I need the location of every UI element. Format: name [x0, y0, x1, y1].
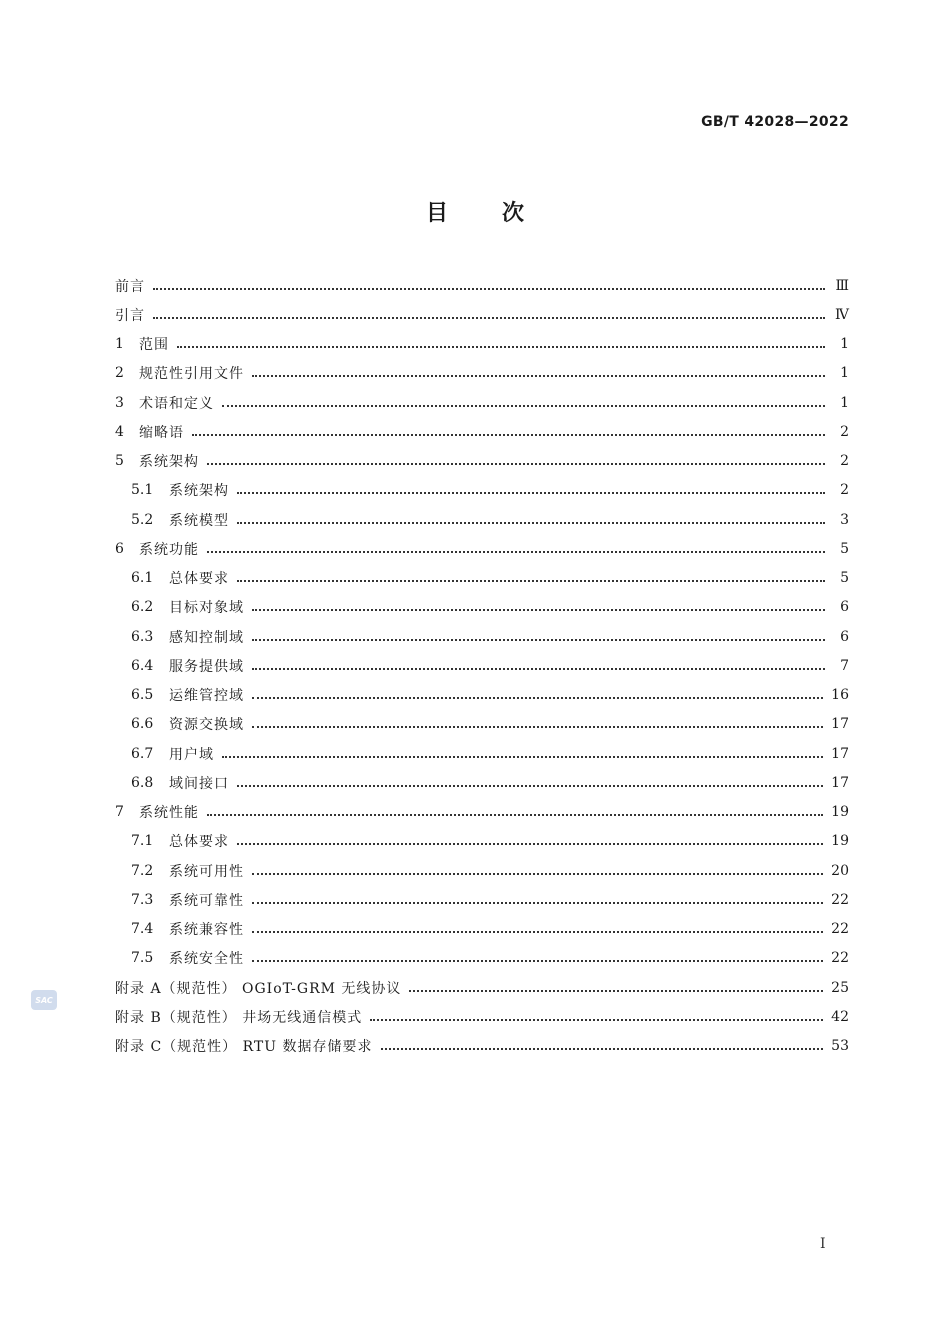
toc-dot-leader — [222, 391, 825, 407]
toc-entry-page: 53 — [831, 1038, 849, 1055]
toc-entry-page: 7 — [840, 657, 849, 674]
toc-entry[interactable] — [115, 359, 849, 388]
toc-entry-page: 6 — [840, 628, 849, 645]
toc-entry-page: 17 — [831, 745, 849, 762]
toc-entry-page: 22 — [831, 950, 849, 967]
toc-entry-page: 5 — [840, 570, 849, 587]
toc-entry-page: 42 — [831, 1008, 849, 1025]
toc-dot-leader — [252, 888, 823, 904]
toc-entry-label: 总体要求 — [169, 571, 229, 588]
toc-dot-leader — [409, 976, 823, 992]
toc-entry[interactable] — [115, 300, 849, 329]
toc-entry-number: 7.1 — [131, 833, 154, 850]
toc-dot-leader — [237, 478, 825, 494]
toc-dot-leader — [252, 917, 823, 933]
toc-entry[interactable] — [115, 534, 849, 563]
toc-entry-number: 7.5 — [131, 950, 154, 967]
toc-dot-leader — [381, 1034, 824, 1050]
toc-entry-number: 6.4 — [131, 657, 154, 674]
toc-entry-label: 系统兼容性 — [169, 922, 244, 939]
toc-entry[interactable] — [115, 827, 849, 856]
toc-entry-number: 1 — [115, 336, 124, 353]
toc-entry-number: 6.5 — [131, 687, 154, 704]
toc-dot-leader — [252, 859, 823, 875]
toc-dot-leader — [252, 712, 823, 728]
toc-dot-leader — [192, 420, 825, 436]
toc-entry-page: 19 — [831, 833, 849, 850]
toc-entry-label: 系统可用性 — [169, 863, 244, 880]
toc-entry[interactable] — [115, 798, 849, 827]
table-of-contents — [115, 271, 849, 1061]
toc-entry-label: 附录 C（规范性） RTU 数据存储要求 — [115, 1039, 373, 1056]
toc-entry-page: Ⅲ — [835, 277, 849, 294]
toc-entry[interactable] — [115, 505, 849, 534]
toc-entry[interactable] — [115, 973, 849, 1002]
toc-entry-label: 用户域 — [169, 746, 214, 763]
toc-entry-page: 17 — [831, 774, 849, 791]
page-number: I — [820, 1236, 826, 1252]
toc-entry-number: 2 — [115, 365, 124, 382]
toc-entry-number: 4 — [115, 423, 124, 440]
toc-entry[interactable] — [115, 651, 849, 680]
toc-entry[interactable] — [115, 1002, 849, 1031]
toc-entry-number: 6.8 — [131, 774, 154, 791]
toc-entry[interactable] — [115, 564, 849, 593]
toc-entry-label: 系统安全性 — [169, 951, 244, 968]
toc-entry-page: 25 — [831, 979, 849, 996]
toc-entry[interactable] — [115, 388, 849, 417]
toc-dot-leader — [237, 771, 823, 787]
toc-entry-number: 6.2 — [131, 599, 154, 616]
toc-entry-label: 系统功能 — [139, 541, 199, 558]
toc-dot-leader — [252, 683, 823, 699]
toc-dot-leader — [252, 595, 825, 611]
toc-entry[interactable] — [115, 271, 849, 300]
toc-entry-label: 缩略语 — [139, 424, 184, 441]
toc-entry-page: 3 — [840, 511, 849, 528]
toc-entry[interactable] — [115, 417, 849, 446]
toc-dot-leader — [252, 625, 825, 641]
toc-entry-page: 17 — [831, 716, 849, 733]
toc-entry[interactable] — [115, 710, 849, 739]
toc-dot-leader — [252, 946, 823, 962]
toc-dot-leader — [207, 537, 825, 553]
toc-entry-page: 22 — [831, 891, 849, 908]
toc-dot-leader — [237, 508, 825, 524]
toc-entry-number: 6.3 — [131, 628, 154, 645]
toc-entry-label: 系统架构 — [139, 454, 199, 471]
toc-entry-label: 范围 — [139, 337, 169, 354]
toc-entry-page: 2 — [840, 453, 849, 470]
toc-entry-page: 1 — [840, 365, 849, 382]
toc-dot-leader — [370, 1005, 823, 1021]
toc-entry-label: 运维管控域 — [169, 688, 244, 705]
toc-entry-page: 2 — [840, 482, 849, 499]
toc-entry-label: 资源交换域 — [169, 717, 244, 734]
page-title: 目次 — [425, 201, 578, 226]
toc-entry-number: 7 — [115, 804, 124, 821]
toc-entry[interactable] — [115, 915, 849, 944]
toc-dot-leader — [153, 274, 825, 290]
toc-entry-label: 域间接口 — [169, 775, 229, 792]
toc-entry-page: 2 — [840, 423, 849, 440]
toc-entry[interactable] — [115, 885, 849, 914]
toc-entry-label: 系统模型 — [169, 512, 229, 529]
toc-entry-number: 5.2 — [131, 511, 154, 528]
toc-dot-leader — [222, 742, 823, 758]
toc-entry-page: 22 — [831, 921, 849, 938]
toc-entry-label: 感知控制域 — [169, 629, 244, 646]
toc-entry-number: 7.3 — [131, 891, 154, 908]
toc-entry-label: 系统架构 — [169, 483, 229, 500]
toc-entry-number: 7.2 — [131, 862, 154, 879]
toc-entry-number: 6.7 — [131, 745, 154, 762]
toc-entry[interactable] — [115, 856, 849, 885]
toc-entry-label: 目标对象域 — [169, 600, 244, 617]
toc-entry-label: 总体要求 — [169, 834, 229, 851]
toc-entry-label: 系统可靠性 — [169, 892, 244, 909]
toc-entry-label: 附录 A（规范性） OGIoT-GRM 无线协议 — [115, 980, 402, 997]
toc-entry[interactable] — [115, 593, 849, 622]
toc-entry-label: 服务提供域 — [169, 658, 244, 675]
toc-entry-label: 系统性能 — [139, 805, 199, 822]
toc-entry[interactable] — [115, 447, 849, 476]
toc-entry[interactable] — [115, 1032, 849, 1061]
toc-entry-number: 7.4 — [131, 921, 154, 938]
toc-entry-label: 前言 — [115, 278, 145, 295]
toc-entry[interactable] — [115, 681, 849, 710]
toc-entry-number: 3 — [115, 394, 124, 411]
toc-entry[interactable] — [115, 768, 849, 797]
toc-entry[interactable] — [115, 944, 849, 973]
toc-entry-number: 6.1 — [131, 570, 154, 587]
toc-entry-label: 规范性引用文件 — [139, 366, 244, 383]
toc-entry-page: 1 — [840, 336, 849, 353]
toc-entry[interactable] — [115, 476, 849, 505]
toc-dot-leader — [207, 449, 825, 465]
toc-entry-number: 6 — [115, 540, 124, 557]
toc-entry[interactable] — [115, 330, 849, 359]
toc-dot-leader — [207, 800, 823, 816]
toc-dot-leader — [252, 361, 825, 377]
toc-entry[interactable] — [115, 622, 849, 651]
sac-watermark-logo: SAC — [31, 990, 57, 1010]
toc-dot-leader — [177, 332, 825, 348]
toc-dot-leader — [153, 303, 825, 319]
toc-entry-label: 引言 — [115, 307, 145, 324]
toc-dot-leader — [252, 654, 825, 670]
toc-entry-number: 5.1 — [131, 482, 154, 499]
toc-entry-label: 附录 B（规范性） 井场无线通信模式 — [115, 1009, 363, 1026]
toc-entry-page: 19 — [831, 804, 849, 821]
toc-dot-leader — [237, 829, 823, 845]
toc-entry[interactable] — [115, 739, 849, 768]
toc-entry-page: 6 — [840, 599, 849, 616]
toc-entry-page: 1 — [840, 394, 849, 411]
toc-entry-page: 20 — [831, 862, 849, 879]
toc-dot-leader — [237, 566, 825, 582]
toc-entry-page: 5 — [840, 540, 849, 557]
standard-number: GB/T 42028—2022 — [701, 114, 849, 130]
toc-entry-number: 5 — [115, 453, 124, 470]
toc-entry-page: 16 — [831, 687, 849, 704]
toc-entry-page: Ⅳ — [835, 306, 849, 323]
toc-entry-number: 6.6 — [131, 716, 154, 733]
toc-entry-label: 术语和定义 — [139, 395, 214, 412]
